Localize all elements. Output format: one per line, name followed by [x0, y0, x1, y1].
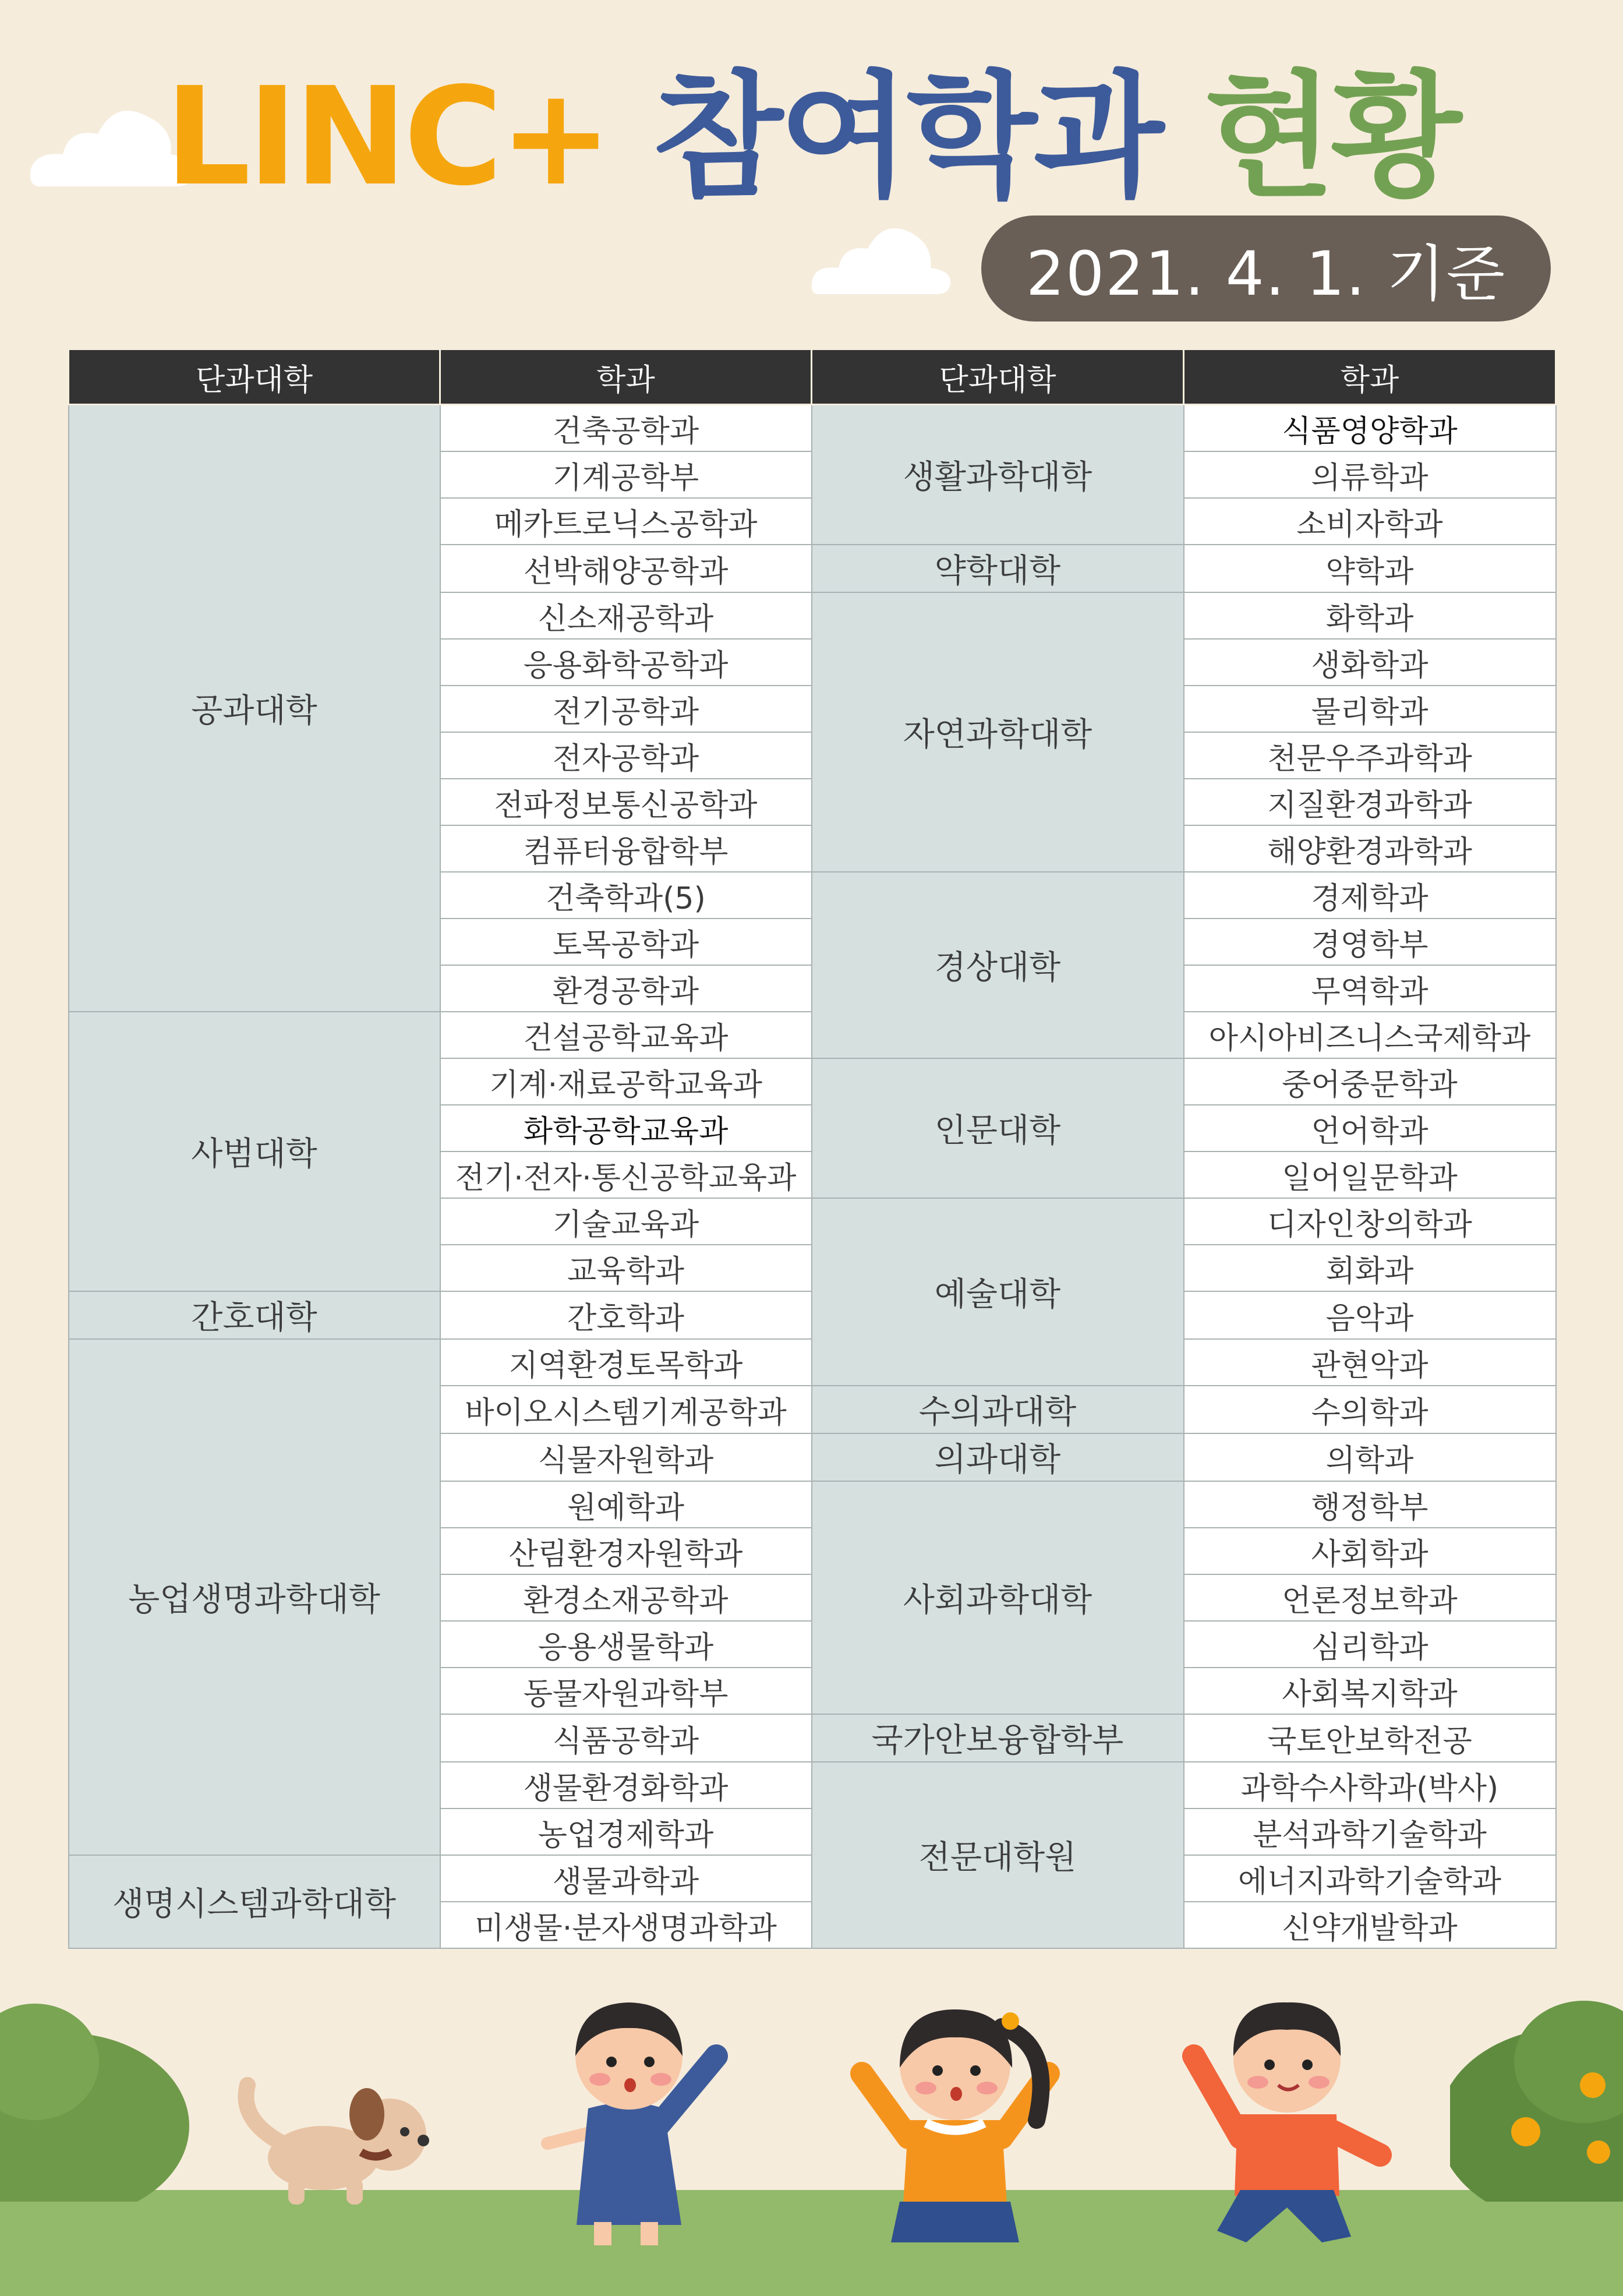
department-cell: 전기공학과	[440, 686, 812, 732]
department-cell: 환경소재공학과	[440, 1574, 812, 1621]
department-cell: 기계공학부	[440, 451, 812, 498]
department-cell: 무역학과	[1184, 965, 1556, 1012]
college-cell: 간호대학	[69, 1291, 440, 1339]
department-cell: 원예학과	[440, 1481, 812, 1528]
department-cell: 기계·재료공학교육과	[440, 1058, 812, 1105]
college-cell: 약학대학	[812, 545, 1184, 592]
date-label: 2021. 4. 1. 기준	[1026, 238, 1507, 309]
table-body	[69, 405, 1556, 1949]
department-cell: 심리학과	[1184, 1621, 1556, 1668]
department-cell: 환경공학과	[440, 965, 812, 1012]
college-cell: 생활과학대학	[812, 405, 1184, 545]
department-cell: 경영학부	[1184, 919, 1556, 965]
dog-illustration	[236, 2074, 445, 2207]
department-cell: 소비자학과	[1184, 498, 1556, 545]
department-cell: 에너지과학기술학과	[1184, 1855, 1556, 1902]
department-cell: 관현악과	[1184, 1339, 1556, 1386]
department-cell: 음악과	[1184, 1291, 1556, 1339]
department-cell: 응용생물학과	[440, 1621, 812, 1668]
department-cell: 경제학과	[1184, 872, 1556, 919]
college-cell: 의과대학	[812, 1433, 1184, 1481]
header-college-left: 단과대학	[69, 349, 440, 405]
header-department-right: 학과	[1184, 349, 1556, 405]
child-orange-illustration	[844, 1986, 1066, 2260]
department-cell: 생물환경화학과	[440, 1762, 812, 1808]
department-cell: 의류학과	[1184, 451, 1556, 498]
department-cell: 토목공학과	[440, 919, 812, 965]
department-cell: 사회복지학과	[1184, 1668, 1556, 1714]
child-blue-illustration	[524, 1992, 734, 2248]
department-cell: 산림환경자원학과	[440, 1528, 812, 1574]
department-cell: 건축공학과	[440, 405, 812, 452]
department-cell: 중어중문학과	[1184, 1058, 1556, 1105]
table-row	[69, 405, 1556, 452]
department-cell: 디자인창의학과	[1184, 1198, 1556, 1245]
department-cell: 기술교육과	[440, 1198, 812, 1245]
college-cell: 경상대학	[812, 872, 1184, 1058]
college-cell: 공과대학	[69, 405, 440, 1012]
department-cell: 행정학부	[1184, 1481, 1556, 1528]
department-cell: 전자공학과	[440, 732, 812, 779]
header-department-left: 학과	[440, 349, 812, 405]
bush-left	[0, 1992, 192, 2202]
department-cell: 언론정보학과	[1184, 1574, 1556, 1621]
college-cell: 사회과학대학	[812, 1481, 1184, 1714]
page-title	[0, 58, 1623, 216]
department-cell: 농업경제학과	[440, 1808, 812, 1855]
college-cell: 국가안보융합학부	[812, 1714, 1184, 1762]
department-cell: 신약개발학과	[1184, 1902, 1556, 1948]
header-college-right: 단과대학	[812, 349, 1184, 405]
department-cell: 미생물·분자생명과학과	[440, 1902, 812, 1948]
department-cell: 교육학과	[440, 1245, 812, 1291]
department-cell: 화학공학교육과	[440, 1105, 812, 1151]
department-cell: 컴퓨터융합학부	[440, 825, 812, 872]
college-cell: 수의과대학	[812, 1386, 1184, 1433]
department-cell: 전기·전자·통신공학교육과	[440, 1151, 812, 1198]
department-cell: 바이오시스템기계공학과	[440, 1386, 812, 1433]
department-cell: 응용화학공학과	[440, 639, 812, 686]
department-cell: 식품공학과	[440, 1714, 812, 1762]
department-cell: 지질환경과학과	[1184, 779, 1556, 825]
department-cell: 선박해양공학과	[440, 545, 812, 592]
department-cell: 화학과	[1184, 592, 1556, 639]
department-cell: 메카트로닉스공학과	[440, 498, 812, 545]
bush-right	[1450, 1998, 1623, 2202]
department-cell: 의학과	[1184, 1433, 1556, 1481]
department-cell: 일어일문학과	[1184, 1151, 1556, 1198]
cloud-right	[809, 213, 955, 300]
department-cell: 생화학과	[1184, 639, 1556, 686]
college-cell: 사범대학	[69, 1012, 440, 1291]
department-cell: 지역환경토목학과	[440, 1339, 812, 1386]
department-cell: 물리학과	[1184, 686, 1556, 732]
date-badge	[981, 216, 1551, 322]
department-cell: 식품영양학과	[1184, 405, 1556, 452]
department-cell: 분석과학기술학과	[1184, 1808, 1556, 1855]
title-linc: LINC+	[164, 58, 609, 216]
department-cell: 아시아비즈니스국제학과	[1184, 1012, 1556, 1058]
college-cell: 인문대학	[812, 1058, 1184, 1198]
department-cell: 신소재공학과	[440, 592, 812, 639]
college-cell: 예술대학	[812, 1198, 1184, 1386]
college-cell: 전문대학원	[812, 1762, 1184, 1948]
department-cell: 해양환경과학과	[1184, 825, 1556, 872]
department-cell: 동물자원과학부	[440, 1668, 812, 1714]
department-cell: 약학과	[1184, 545, 1556, 592]
department-cell: 회화과	[1184, 1245, 1556, 1291]
department-cell: 천문우주과학과	[1184, 732, 1556, 779]
department-cell: 전파정보통신공학과	[440, 779, 812, 825]
college-cell: 자연과학대학	[812, 592, 1184, 872]
department-cell: 과학수사학과(박사)	[1184, 1762, 1556, 1808]
department-cell: 건설공학교육과	[440, 1012, 812, 1058]
title-participating-departments: 참여학과	[652, 58, 1161, 216]
college-cell: 농업생명과학대학	[69, 1339, 440, 1855]
title-status: 현황	[1204, 58, 1459, 216]
table-header-row	[69, 349, 1556, 405]
department-cell: 언어학과	[1184, 1105, 1556, 1151]
department-cell: 사회학과	[1184, 1528, 1556, 1574]
department-cell: 생물과학과	[440, 1855, 812, 1902]
department-cell: 건축학과(5)	[440, 872, 812, 919]
department-table	[68, 348, 1557, 1949]
department-cell: 간호학과	[440, 1291, 812, 1339]
department-cell: 식물자원학과	[440, 1433, 812, 1481]
college-cell: 생명시스템과학대학	[69, 1855, 440, 1948]
child-red-illustration	[1176, 1986, 1398, 2260]
department-cell: 수의학과	[1184, 1386, 1556, 1433]
department-cell: 국토안보학전공	[1184, 1714, 1556, 1762]
